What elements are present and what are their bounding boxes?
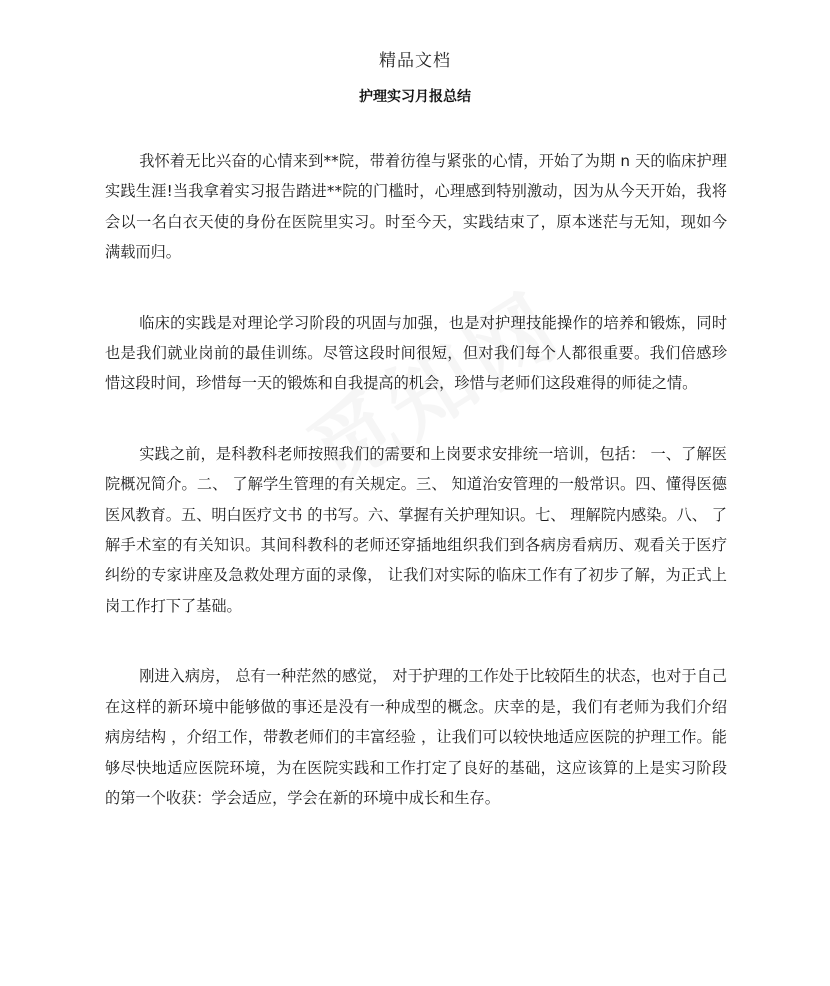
page-header-label: 精品文档	[379, 51, 451, 71]
document-body	[105, 146, 727, 853]
paragraph-2: 临床的实践是对理论学习阶段的巩固与加强，也是对护理技能操作的培养和锻炼，同时也是我们就业岗前的最佳训练。尽管这段时间很短，但对我们每个人都很重要。我们倍感珍惜这段时间，珍惜每一天的锻炼和自我提高的机会，珍惜与老师们这段难得的师徒之情。	[105, 313, 727, 393]
paragraph-4: 刚进入病房， 总有一种茫然的感觉， 对于护理的工作处于比较陌生的状态，也对于自己在这样的新环境中能够做的事还是没有一种成型的概念。庆幸的是，我们有老师为我们介绍病房结构 ，介绍工作，带教老师们的丰富经验 ，让我们可以较快地适应医院的护理工作。能够尽快地适应医院环境，为在医院实践和工作打定了良好的基础，这应该算的上是实习阶段的第一个收获：学会适应，学会在新的环境中成长和生存。	[105, 667, 727, 807]
paragraph-1: 我怀着无比兴奋的心情来到**院，带着彷徨与紧张的心情，开始了为期 n 天的临床护理实践生涯!当我拿着实习报告踏进**院的门槛时，心理感到特别激动，因为从今天开始，我将会以一名白衣天使的身份在医院里实习。时至今天，实践结束了，原本迷茫与无知，现如今满载而归。	[105, 152, 727, 262]
document-title: 护理实习月报总结	[359, 89, 471, 105]
paragraph-3: 实践之前，是科教科老师按照我们的需要和上岗要求安排统一培训，包括： 一、了解医院概况简介。二、 了解学生管理的有关规定。三、 知道治安管理的一般常识。四、懂得医德医风教育。五、明白医疗文书 的书写。六、掌握有关护理知识。七、 理解院内感染。八、 了解手术室的有关知识。其间科教科的老师还穿插地组织我们到各病房看病历、观看关于医疗纠纷的专家讲座及急救处理方面的录像， 让我们对实际的临床工作有了初步了解，为正式上岗工作打下了基础。	[105, 444, 727, 615]
